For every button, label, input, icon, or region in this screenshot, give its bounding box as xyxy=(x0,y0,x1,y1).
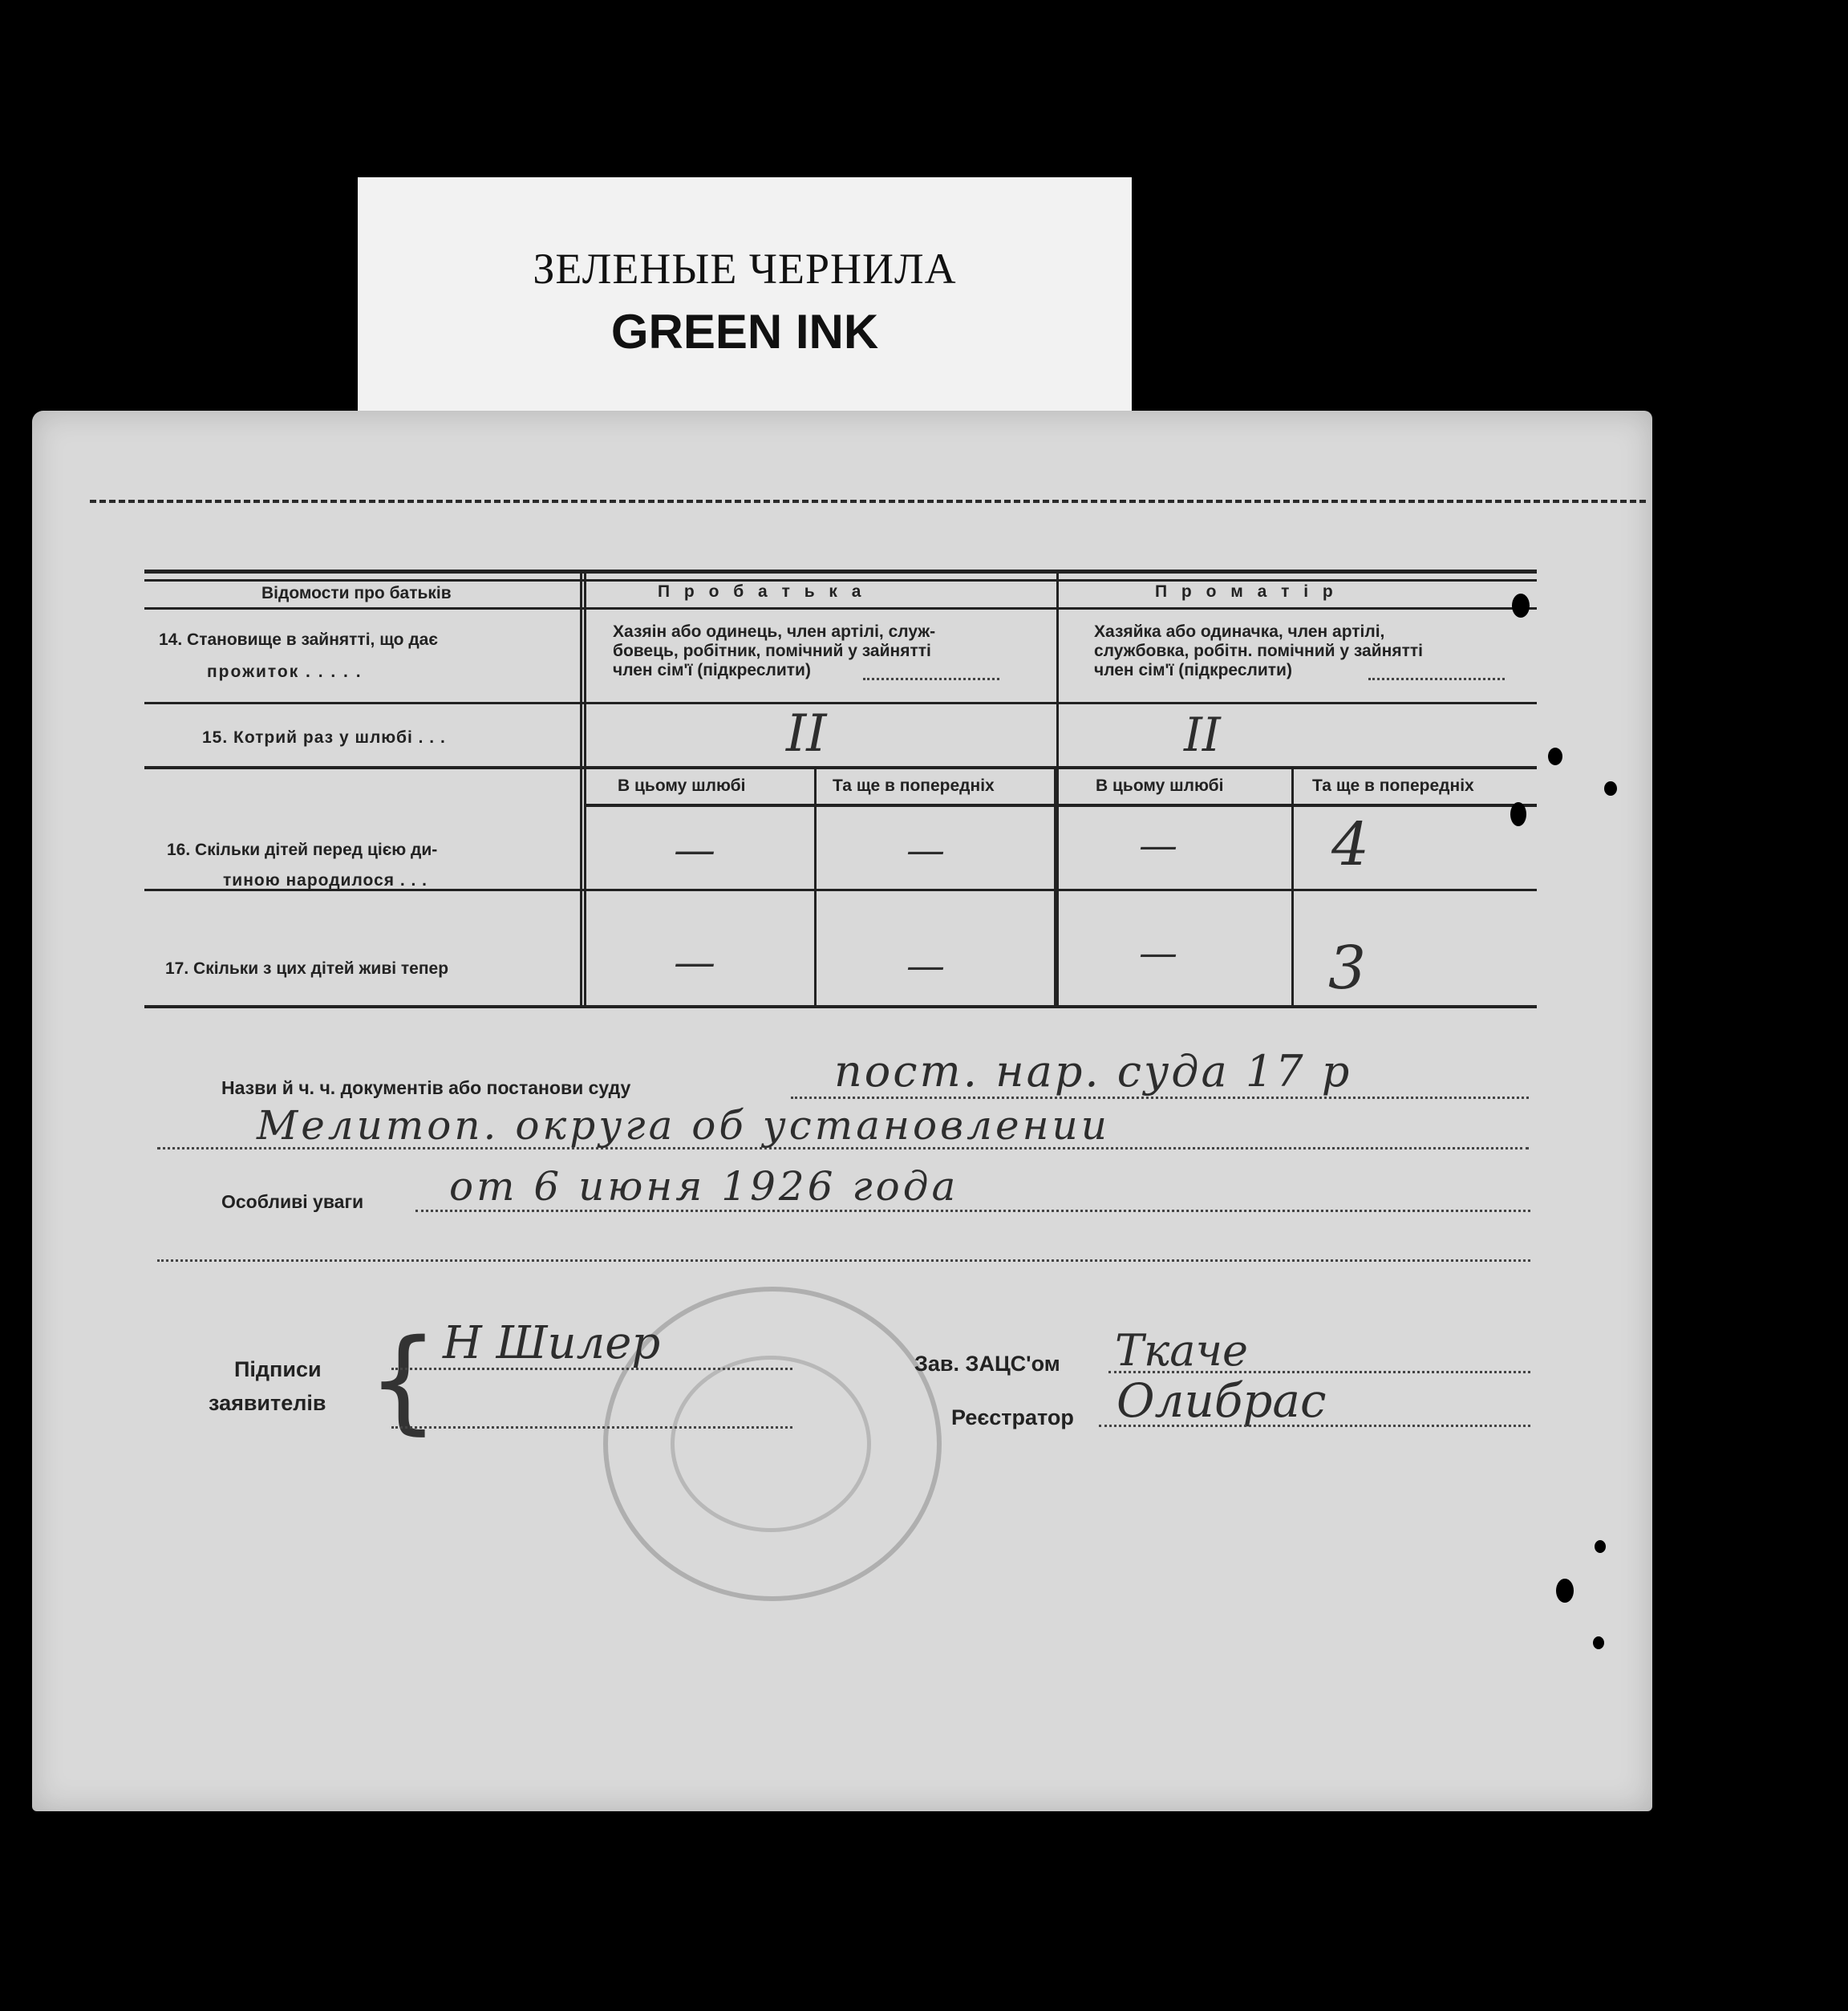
binding-hole xyxy=(1604,781,1617,796)
subheader-father-previous: Та ще в попередніх xyxy=(833,776,995,795)
documents-line-1 xyxy=(791,1097,1529,1099)
father-mother-rule xyxy=(1056,571,1059,1006)
row14-mother-dots xyxy=(1368,678,1505,680)
header-divider xyxy=(144,607,1537,610)
head-label: Зав. ЗАЦС'ом xyxy=(914,1352,1060,1376)
subheader-mother-this-marriage: В цьому шлюбі xyxy=(1096,776,1224,795)
remarks-line-1 xyxy=(415,1210,1530,1212)
remarks-line-2 xyxy=(157,1259,1530,1262)
row14-father-line2: бовець, робітник, помічний у зайнятті xyxy=(613,642,931,660)
col-header-mother: П р о м а т і р xyxy=(1155,582,1338,601)
label-column-rule-2 xyxy=(584,571,586,1006)
binding-hole xyxy=(1556,1579,1574,1603)
documents-label: Назви й ч. ч. документів або постанови суду xyxy=(221,1077,631,1098)
stamp-emblem xyxy=(671,1356,871,1532)
row17-mother-previous-value: 3 xyxy=(1328,934,1367,1003)
middle-subcolumn-rule xyxy=(1054,766,1056,1006)
row14-label-line1: 14. Становище в зайнятті, що дає xyxy=(159,630,438,649)
applicant-signature-line-2 xyxy=(391,1426,792,1429)
row14-mother-line3: член сім'ї (підкреслити) xyxy=(1094,661,1292,679)
binding-hole xyxy=(1595,1540,1606,1553)
form-sheet xyxy=(32,411,1652,1811)
table-top-rule xyxy=(144,570,1537,574)
row17-mother-this-value: — xyxy=(1139,930,1177,975)
row16-father-previous-value: — xyxy=(906,828,945,873)
row16-label-line2: тиною народилося . . . xyxy=(223,871,428,890)
row14-mother-line1: Хазяйка або одиначка, член артілі, xyxy=(1094,622,1385,641)
applicant-signature: Н Шилер xyxy=(443,1317,661,1369)
row14-father-line3: член сім'ї (підкреслити) xyxy=(613,661,811,679)
documents-handwriting-1: пост. нар. суда 17 р xyxy=(834,1046,1352,1097)
row15-divider xyxy=(144,766,1537,769)
binding-hole xyxy=(1510,802,1526,826)
row14-father-dots xyxy=(863,678,999,680)
col-header-parents: Відомости про батьків xyxy=(261,584,452,602)
row15-mother-value: II xyxy=(1184,707,1221,762)
label-russian: ЗЕЛЕНЫЕ ЧЕРНИЛА xyxy=(533,245,957,293)
perforation-line xyxy=(90,500,1646,503)
row16-label-line1: 16. Скільки дітей перед цією ди- xyxy=(167,841,438,859)
binding-hole xyxy=(1593,1636,1604,1649)
row17-father-this-value: — xyxy=(674,939,715,987)
mother-subcolumn-rule xyxy=(1291,766,1294,1006)
row16-father-this-value: — xyxy=(674,826,715,874)
documents-handwriting-2: Мелитоп. округа об установлении xyxy=(257,1102,1110,1149)
applicants-label-line2: заявителів xyxy=(209,1391,326,1415)
col-header-father: П р о б а т ь к а xyxy=(658,582,866,601)
table-bottom-rule xyxy=(144,1005,1537,1008)
binding-hole xyxy=(1548,748,1562,765)
row16-mother-this-value: — xyxy=(1139,823,1177,868)
label-english: GREEN INK xyxy=(610,305,879,359)
label-column-rule xyxy=(580,571,582,1006)
head-signature: Ткаче xyxy=(1115,1325,1249,1376)
applicants-label-line1: Підписи xyxy=(234,1357,322,1381)
registrar-label: Реєстратор xyxy=(951,1405,1074,1429)
row17-label: 17. Скільки з цих дітей живі тепер xyxy=(165,959,449,978)
row15-label: 15. Котрий раз у шлюбі . . . xyxy=(202,728,446,747)
row17-father-previous-value: — xyxy=(906,943,945,988)
remarks-label: Особливі уваги xyxy=(221,1191,364,1212)
row14-divider xyxy=(144,702,1537,704)
table-top-rule-2 xyxy=(144,579,1537,582)
applicants-brace: { xyxy=(367,1316,440,1446)
applicant-signature-line-1 xyxy=(391,1368,792,1370)
row14-mother-line2: службовка, робітн. помічний у зайнятті xyxy=(1094,642,1423,660)
row15-father-value: II xyxy=(786,704,827,764)
row16-mother-previous-value: 4 xyxy=(1331,810,1370,879)
row14-father-line1: Хазяін або одинець, член артілі, служ- xyxy=(613,622,936,641)
registrar-signature: Олибрас xyxy=(1116,1373,1327,1428)
registrar-signature-line xyxy=(1099,1425,1530,1427)
remarks-handwriting: от 6 июня 1926 года xyxy=(449,1163,959,1210)
parents-info-table xyxy=(144,570,1537,1008)
father-subcolumn-rule xyxy=(814,766,817,1006)
subheader-mother-previous: Та ще в попередніх xyxy=(1312,776,1474,795)
ink-label-card xyxy=(358,177,1132,418)
binding-hole xyxy=(1512,594,1530,618)
subheader-divider xyxy=(584,804,1537,807)
row14-label-line2: прожиток . . . . . xyxy=(207,663,363,681)
subheader-father-this-marriage: В цьому шлюбі xyxy=(618,776,746,795)
